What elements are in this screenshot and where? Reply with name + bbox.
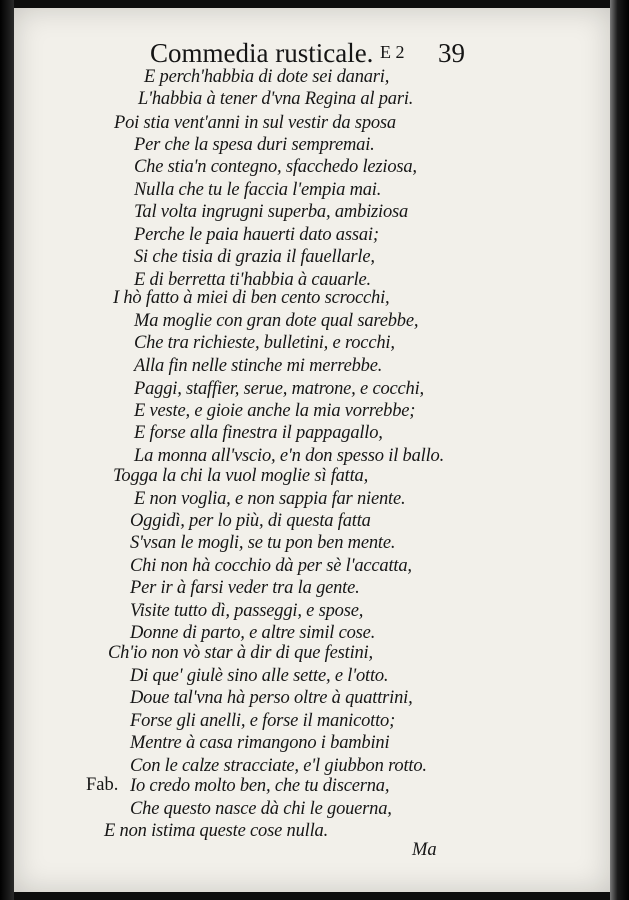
verse-line: Che stia'n contegno, sfacchedo leziosa, bbox=[134, 157, 417, 177]
verse-line: Ch'io non vò star à dir di que festini, bbox=[108, 643, 373, 663]
verse-line: E veste, e gioie anche la mia vorrebbe; bbox=[134, 401, 416, 421]
verse-line: La monna all'vscio, e'n don spesso il ballo. bbox=[134, 446, 445, 466]
verse-line: Forse gli anelli, e forse il manicotto; bbox=[130, 711, 396, 731]
verse-line: L'habbia à tener d'vna Regina al pari. bbox=[138, 89, 414, 109]
verse-line: S'vsan le mogli, se tu pon ben mente. bbox=[130, 533, 396, 553]
verse-line: Chi non hà cocchio dà per sè l'accatta, bbox=[130, 556, 412, 576]
verse-line: E non istima queste cose nulla. bbox=[104, 821, 328, 841]
verse-line: Doue tal'vna hà perso oltre à quattrini, bbox=[130, 688, 413, 708]
verse-line: Io credo molto ben, che tu discerna, bbox=[130, 776, 390, 796]
page-number: 39 bbox=[438, 38, 465, 68]
verse-line: Per ir à farsi veder tra la gente. bbox=[130, 578, 360, 598]
verse-line: Si che tisia di grazia il fauellarle, bbox=[134, 247, 375, 267]
verse-line: Con le calze stracciate, e'l giubbon rotto. bbox=[130, 756, 427, 776]
running-title: Commedia rusticale. bbox=[150, 38, 374, 68]
verse-line: E perch'habbia di dote sei danari, bbox=[144, 67, 390, 87]
verse-line: Alla fin nelle stinche mi merrebbe. bbox=[134, 356, 383, 376]
verse-line: Per che la spesa duri sempremai. bbox=[134, 135, 375, 155]
verse-line: Tal volta ingrugni superba, ambiziosa bbox=[134, 202, 409, 222]
verse-line: Ma moglie con gran dote qual sarebbe, bbox=[134, 311, 419, 331]
verse-line: Paggi, staffier, serue, matrone, e cocchi, bbox=[134, 379, 424, 399]
verse-line: Togga la chi la vuol moglie sì fatta, bbox=[113, 466, 369, 486]
verse-line: Che tra richieste, bulletini, e rocchi, bbox=[134, 333, 395, 353]
verse-line: Nulla che tu le faccia l'empia mai. bbox=[134, 180, 382, 200]
verse-line: Donne di parto, e altre simil cose. bbox=[130, 623, 376, 643]
page-header bbox=[150, 38, 620, 68]
verse-line: Di que' giulè sino alle sette, e l'otto. bbox=[130, 666, 389, 686]
speaker-label: Fab. bbox=[86, 775, 119, 795]
verse-line: E forse alla finestra il pappagallo, bbox=[134, 423, 383, 443]
verse-line: Che questo nasce dà chi le gouerna, bbox=[130, 799, 392, 819]
verse-line: Oggidì, per lo più, di questa fatta bbox=[130, 511, 371, 531]
verse-line: E non voglia, e non sappia far niente. bbox=[134, 489, 406, 509]
verse-line: I hò fatto à miei di ben cento scrocchi, bbox=[113, 288, 390, 308]
verse-line: E di berretta ti'habbia à cauarle. bbox=[134, 270, 371, 290]
page-edge bbox=[610, 0, 629, 900]
catchword: Ma bbox=[412, 840, 437, 860]
verse-line: Visite tutto dì, passeggi, e spose, bbox=[130, 601, 364, 621]
signature-mark: E 2 bbox=[380, 42, 405, 62]
verse-line: Poi stia vent'anni in sul vestir da sposa bbox=[114, 113, 396, 133]
verse-line: Mentre à casa rimangono i bambini bbox=[130, 733, 390, 753]
verse-line: Perche le paia hauerti dato assai; bbox=[134, 225, 379, 245]
book-gutter bbox=[0, 0, 14, 900]
